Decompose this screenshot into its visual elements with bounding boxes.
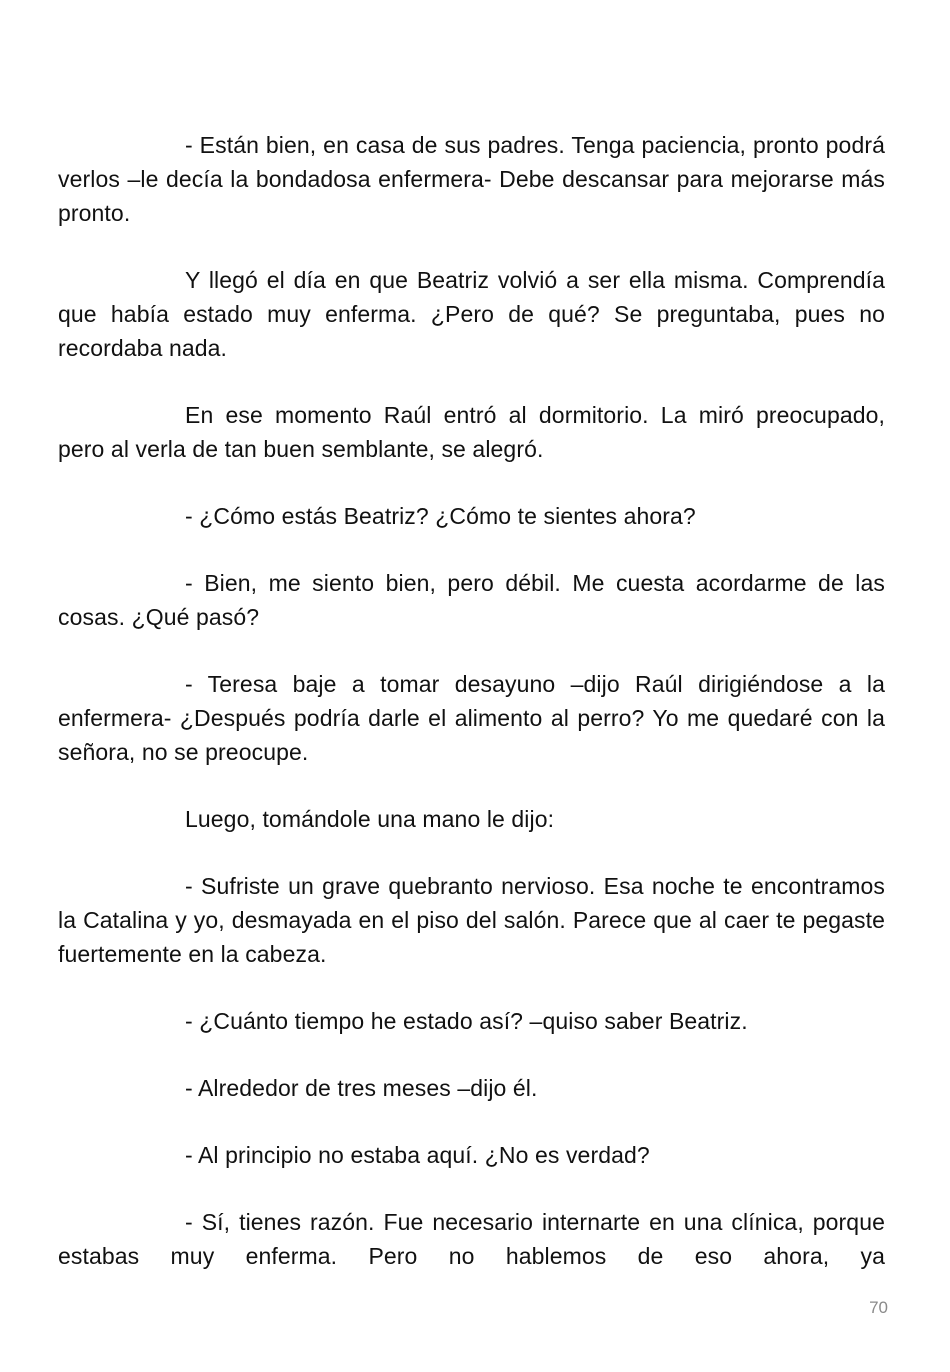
paragraph-9: - ¿Cuánto tiempo he estado así? –quiso saber Beatriz. [185,1008,748,1034]
paragraph-1: - Están bien, en casa de sus padres. Tenga paciencia, pronto podrá verlos –le decía la bondadosa enfermera- Debe descansar para mejorarse más pronto. [58,132,885,226]
paragraph-5: - Bien, me siento bien, pero débil. Me cuesta acordarme de las cosas. ¿Qué pasó? [58,570,885,630]
paragraph-10: - Alrededor de tres meses –dijo él. [185,1075,538,1101]
paragraph-8: - Sufriste un grave quebranto nervioso. Esa noche te encontramos la Catalina y yo, desmayada en el piso del salón. Parece que al caer te pegaste fuertemente en la cabeza. [58,873,885,967]
paragraph-4: - ¿Cómo estás Beatriz? ¿Cómo te sientes ahora? [185,503,696,529]
paragraph-11: - Al principio no estaba aquí. ¿No es verdad? [185,1142,650,1168]
paragraph-6: - Teresa baje a tomar desayuno –dijo Raúl dirigiéndose a la enfermera- ¿Después podría darle el alimento al perro? Yo me quedaré con la señora, no se preocupe. [58,671,885,765]
paragraph-12: - Sí, tienes razón. Fue necesario internarte en una clínica, porque estabas muy enferma. Pero no hablemos de eso ahora, ya [58,1209,885,1269]
paragraph-2: Y llegó el día en que Beatriz volvió a ser ella misma. Comprendía que había estado muy enferma. ¿Pero de qué? Se preguntaba, pues no recordaba nada. [58,267,885,361]
page-number: 70 [869,1298,888,1317]
body-text [58,128,885,1273]
paragraph-3: En ese momento Raúl entró al dormitorio. La miró preocupado, pero al verla de tan buen semblante, se alegró. [58,402,885,462]
paragraph-7: Luego, tomándole una mano le dijo: [185,806,555,832]
